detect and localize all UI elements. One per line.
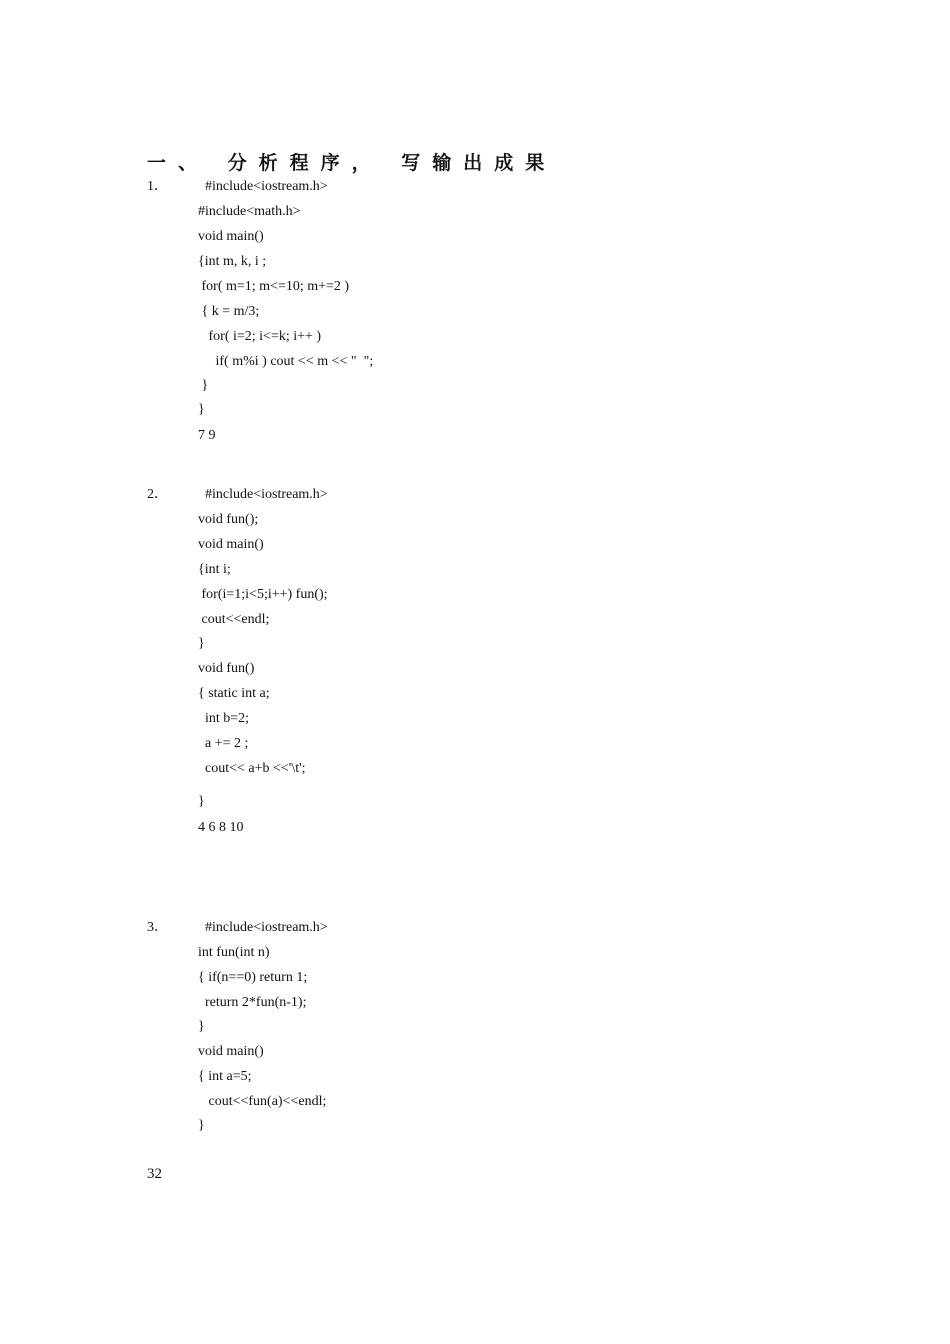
code-line: } — [198, 378, 209, 393]
answer: 4 6 8 10 — [198, 820, 244, 835]
code-line: int b=2; — [198, 711, 250, 726]
code-line: {int m, k, i ; — [198, 254, 267, 269]
code-line: #include<iostream.h> — [198, 179, 328, 194]
code-line: for( m=1; m<=10; m+=2 ) — [198, 279, 350, 294]
page-number: 32 — [147, 1166, 162, 1182]
answer: 7 9 — [198, 428, 216, 443]
code-line: void main() — [198, 1044, 264, 1059]
code-line: return 2*fun(n-1); — [198, 995, 307, 1010]
code-line: void main() — [198, 537, 264, 552]
code-line: for(i=1;i<5;i++) fun(); — [198, 587, 328, 602]
section-heading: 一、 分析程序， 写输出成果 — [147, 152, 557, 174]
code-line: } — [198, 1019, 205, 1034]
problem-number: 3． — [147, 920, 168, 935]
code-line: void fun(); — [198, 512, 259, 527]
code-line: for( i=2; i<=k; i++ ) — [198, 329, 322, 344]
code-line: #include<iostream.h> — [198, 920, 328, 935]
code-line: {int i; — [198, 562, 231, 577]
problem-number: 2． — [147, 487, 168, 502]
code-line: { k = m/3; — [198, 304, 260, 319]
code-line: cout<< a+b <<'\t'; — [198, 761, 306, 776]
code-line: void fun() — [198, 661, 255, 676]
code-line: } — [198, 402, 205, 417]
code-line: int fun(int n) — [198, 945, 270, 960]
code-line: } — [198, 636, 205, 651]
code-line: #include<math.h> — [198, 204, 301, 219]
code-line: if( m%i ) cout << m << " "; — [198, 354, 374, 369]
problem-number: 1． — [147, 179, 168, 194]
code-line: #include<iostream.h> — [198, 487, 328, 502]
code-line: void main() — [198, 229, 264, 244]
code-line: cout<<fun(a)<<endl; — [198, 1094, 327, 1109]
code-line: cout<<endl; — [198, 612, 270, 627]
code-line: { if(n==0) return 1; — [198, 970, 308, 985]
code-line: a += 2 ; — [198, 736, 249, 751]
code-line: { int a=5; — [198, 1069, 252, 1084]
code-line: { static int a; — [198, 686, 270, 701]
code-line: } — [198, 794, 205, 809]
code-line: } — [198, 1118, 205, 1133]
